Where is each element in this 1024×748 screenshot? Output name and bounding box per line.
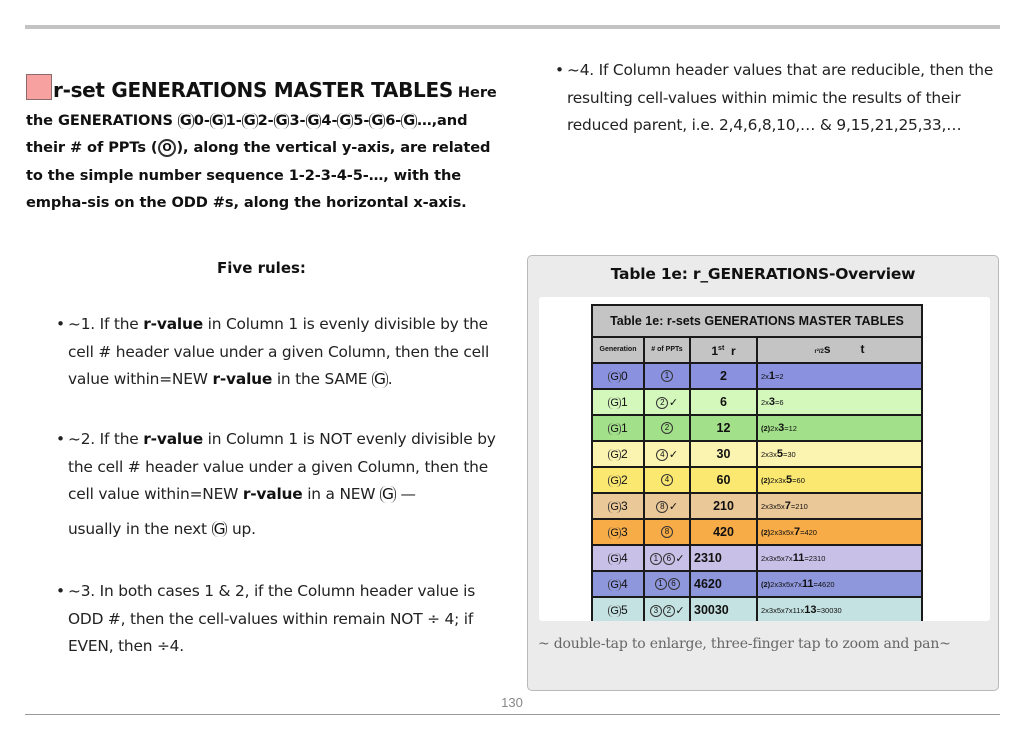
formula-result: =12: [784, 424, 797, 433]
generation-cell: [592, 493, 644, 519]
generation-index: 3: [620, 498, 628, 513]
rule-text: ~4. If Column header values that are reducible, then the resulting cell-values within mimic the results of their reduced parent, i.e. 2,4,6,8,10,… & 9,15,21,25,33,…: [567, 61, 994, 134]
header-generation: Generation: [592, 337, 644, 363]
table-row: [592, 441, 922, 467]
circled-digit: 1: [655, 578, 667, 590]
generation-index: …,and: [417, 111, 468, 129]
formula-cell: [757, 493, 922, 519]
circled-digit: 8: [656, 501, 668, 513]
formula-prime: 5: [786, 474, 793, 486]
generation-symbol: G: [179, 111, 192, 129]
generation-symbol: G: [610, 396, 619, 409]
highlight-marker: [26, 74, 52, 100]
r-value-cell: 30030: [690, 597, 757, 621]
generation-symbol: G: [610, 578, 619, 591]
generation-symbol: G: [339, 111, 352, 129]
ppt-cell: [644, 597, 690, 621]
rule-term: r-value: [242, 485, 303, 503]
table-caption: Table 1e: r-sets GENERATIONS MASTER TABLES: [592, 305, 922, 337]
ppt-symbol-icon: O: [158, 139, 176, 157]
generation-index: 6-: [385, 111, 402, 129]
intro-text-1: Here the GENERATIONS: [26, 84, 497, 129]
formula-result: =4620: [813, 580, 835, 589]
generation-index: 5: [620, 602, 628, 617]
generation-symbol: G: [243, 111, 256, 129]
bullet-icon: •: [56, 430, 65, 448]
formula-factors: 2x3x: [770, 476, 787, 485]
formula-factors: 2x3x5x: [770, 528, 794, 537]
formula-prime: 3: [768, 396, 776, 408]
formula-result: =30: [782, 450, 796, 459]
table-row: [592, 389, 922, 415]
ppt-cell: [644, 415, 690, 441]
rule-term: r-value: [143, 430, 203, 448]
generation-symbol: G: [610, 422, 619, 435]
generation-index: 5-: [353, 111, 370, 129]
circled-digit: 6: [668, 578, 680, 590]
formula-result: =30030: [816, 606, 842, 615]
generation-cell: [592, 545, 644, 571]
check-icon: ✓: [668, 396, 679, 409]
formula-result: =2: [775, 372, 784, 381]
r-value-cell: 2310: [690, 545, 757, 571]
formula-factors: 2x3x5x: [761, 502, 785, 511]
ppt-cell: [644, 545, 690, 571]
generation-symbol: G: [610, 526, 619, 539]
five-rules-heading: Five rules:: [217, 259, 306, 277]
formula-prime: 11: [801, 578, 814, 590]
table-row: [592, 363, 922, 389]
formula-prime: 11: [792, 552, 805, 564]
formula-prime: 13: [804, 604, 817, 616]
rule-text: usually in the next: [68, 519, 212, 538]
generation-index: 2: [620, 446, 628, 461]
formula-cell: [757, 363, 922, 389]
formula-factors: 2x3x: [761, 450, 777, 459]
generation-symbol: G: [610, 500, 619, 513]
formula-result: =6: [775, 398, 784, 407]
rule-text: in Column 1 is NOT evenly divisible by the cell # header value under a given Column, then the cell value within=NEW: [68, 430, 496, 503]
generation-index: 2: [620, 472, 628, 487]
bottom-rule: [25, 714, 1000, 715]
formula-result: =210: [790, 502, 808, 511]
intro-text-2: their # of PPTs (: [26, 139, 158, 156]
master-table: [591, 304, 923, 621]
formula-factors: 2x3x5x7x: [770, 580, 802, 589]
formula-cell: [757, 415, 922, 441]
formula-prefix: (2): [761, 580, 771, 589]
table-row: [592, 519, 922, 545]
formula-cell: [757, 467, 922, 493]
check-icon: ✓: [668, 500, 679, 513]
circled-digit: 2: [661, 422, 673, 434]
bullet-icon: •: [555, 61, 564, 79]
generation-index: 1: [620, 420, 628, 435]
circled-digit: 3: [650, 605, 662, 617]
rule-4: [555, 57, 995, 140]
generation-cell: [592, 389, 644, 415]
formula-cell: [757, 441, 922, 467]
formula-prefix: (2): [761, 476, 771, 485]
intro-paragraph: [26, 74, 506, 217]
generation-symbol: G: [374, 370, 386, 388]
formula-prefix: (2): [761, 528, 771, 537]
header-ppts: # of PPTs: [644, 337, 690, 363]
generation-symbol: G: [275, 111, 288, 129]
circled-digit: 8: [661, 526, 673, 538]
generation-index: 0: [620, 368, 628, 383]
page-number: 130: [501, 695, 523, 710]
table-image[interactable]: [539, 297, 990, 621]
circled-digit: 6: [663, 553, 675, 565]
r-value-cell: 60: [690, 467, 757, 493]
generation-index: 2-: [257, 111, 274, 129]
formula-cell: [757, 597, 922, 621]
generation-symbol: G: [211, 111, 224, 129]
rule-term: r-value: [143, 315, 203, 333]
formula-cell: [757, 519, 922, 545]
generation-index: 4: [620, 550, 628, 565]
table-row: [592, 493, 922, 519]
generation-symbol: G: [610, 448, 619, 461]
table-row: [592, 545, 922, 571]
circled-digit: 2: [663, 605, 675, 617]
r-value-cell: 4620: [690, 571, 757, 597]
generation-symbol: G: [610, 370, 619, 383]
generation-index: 4: [620, 576, 628, 591]
circled-digit: 2: [656, 397, 668, 409]
section-title: r-set GENERATIONS MASTER TABLES: [53, 78, 453, 102]
rule-term: r-value: [212, 370, 273, 388]
table-row: [592, 415, 922, 441]
formula-factors: 2x3x5x7x11x: [761, 606, 805, 615]
generation-cell: [592, 441, 644, 467]
rule-text: in the SAME: [272, 370, 372, 388]
check-icon: ✓: [668, 448, 679, 461]
check-icon: ✓: [675, 604, 685, 617]
formula-cell: [757, 389, 922, 415]
circled-digit: 4: [661, 474, 673, 486]
r-value-cell: 210: [690, 493, 757, 519]
generation-cell: [592, 363, 644, 389]
table-row: [592, 571, 922, 597]
rule-text: —: [395, 485, 416, 503]
generation-index: 3: [620, 524, 628, 539]
ppt-cell: [644, 493, 690, 519]
r-value-cell: 12: [690, 415, 757, 441]
rule-1: [56, 311, 506, 394]
generation-symbol: G: [382, 485, 394, 503]
generation-cell: [592, 571, 644, 597]
generation-index: 4-: [321, 111, 338, 129]
table-row: [592, 597, 922, 621]
formula-factors: 2x: [761, 398, 769, 407]
generation-symbol: G: [610, 552, 619, 565]
generation-index: 1: [620, 394, 628, 409]
generation-cell: [592, 467, 644, 493]
formula-prefix: (2): [761, 424, 771, 433]
table-row: [592, 467, 922, 493]
generation-symbol: G: [213, 519, 226, 538]
generation-symbol: G: [403, 111, 416, 129]
ppt-cell: [644, 467, 690, 493]
r-value-cell: 2: [690, 363, 757, 389]
generation-sequence: [178, 112, 468, 129]
generation-cell: [592, 415, 644, 441]
formula-factors: 2x: [761, 372, 769, 381]
generation-index: 3-: [289, 111, 306, 129]
generation-index: 0-: [193, 111, 210, 129]
formula-prime: 3: [778, 422, 785, 434]
r-value-cell: 6: [690, 389, 757, 415]
formula-cell: [757, 545, 922, 571]
generation-symbol: G: [610, 474, 619, 487]
generation-cell: [592, 597, 644, 621]
formula-prime: 5: [776, 448, 783, 460]
circled-digit: 1: [661, 370, 673, 382]
r-value-cell: 420: [690, 519, 757, 545]
generation-cell: [592, 519, 644, 545]
generation-index: 1-: [225, 111, 242, 129]
generation-symbol: G: [610, 604, 619, 617]
rule-3: [56, 578, 506, 661]
figure-caption: ~ double-tap to enlarge, three-finger tap to zoom and pan~: [538, 636, 951, 652]
rule-2: [56, 426, 506, 543]
rule-text: ~3. In both cases 1 & 2, if the Column header value is ODD #, then the cell-values within remain NOT ÷ 4; if EVEN, then ÷4.: [68, 582, 476, 655]
circled-digit: 1: [650, 553, 662, 565]
formula-prime: 7: [784, 500, 791, 512]
intro-text-3: ), along the vertical y-axis, are related to the simple number sequence 1-2-3-4-5-…, with the empha-sis on the ODD #s, along the horizontal x-axis.: [26, 139, 491, 211]
rule-text: up.: [227, 519, 256, 538]
bullet-icon: •: [56, 315, 65, 333]
ppt-cell: [644, 389, 690, 415]
generation-symbol: G: [371, 111, 384, 129]
ppt-cell: [644, 441, 690, 467]
formula-factors: 2x3x5x7x: [761, 554, 793, 563]
formula-result: =420: [800, 528, 817, 537]
r-value-cell: 30: [690, 441, 757, 467]
ppt-cell: [644, 519, 690, 545]
formula-prime: 7: [793, 526, 801, 538]
check-icon: ✓: [675, 552, 685, 565]
formula-result: =2310: [804, 554, 826, 563]
figure-title: Table 1e: r_GENERATIONS-Overview: [610, 265, 916, 283]
header-rs-t: r²/2s t: [757, 337, 922, 363]
rule-text: .: [387, 370, 393, 388]
formula-factors: 2x: [770, 424, 779, 433]
bullet-icon: •: [56, 582, 65, 600]
circled-digit: 4: [656, 449, 668, 461]
rule-text: ~1. If the: [68, 315, 144, 333]
ppt-cell: [644, 571, 690, 597]
rule-text: in a NEW: [302, 485, 381, 503]
formula-prime: 1: [768, 370, 776, 382]
rule-text: ~2. If the: [68, 430, 144, 448]
rule-text: in Column 1 is evenly divisible by the cell # header value under a given Column, then the cell value within=NEW: [68, 315, 490, 388]
formula-cell: [757, 571, 922, 597]
header-first-r: 1st r: [690, 337, 757, 363]
table-figure[interactable]: [527, 255, 999, 691]
ppt-cell: [644, 363, 690, 389]
top-rule: [25, 25, 1000, 29]
generation-symbol: G: [307, 111, 320, 129]
formula-result: =60: [792, 476, 805, 485]
